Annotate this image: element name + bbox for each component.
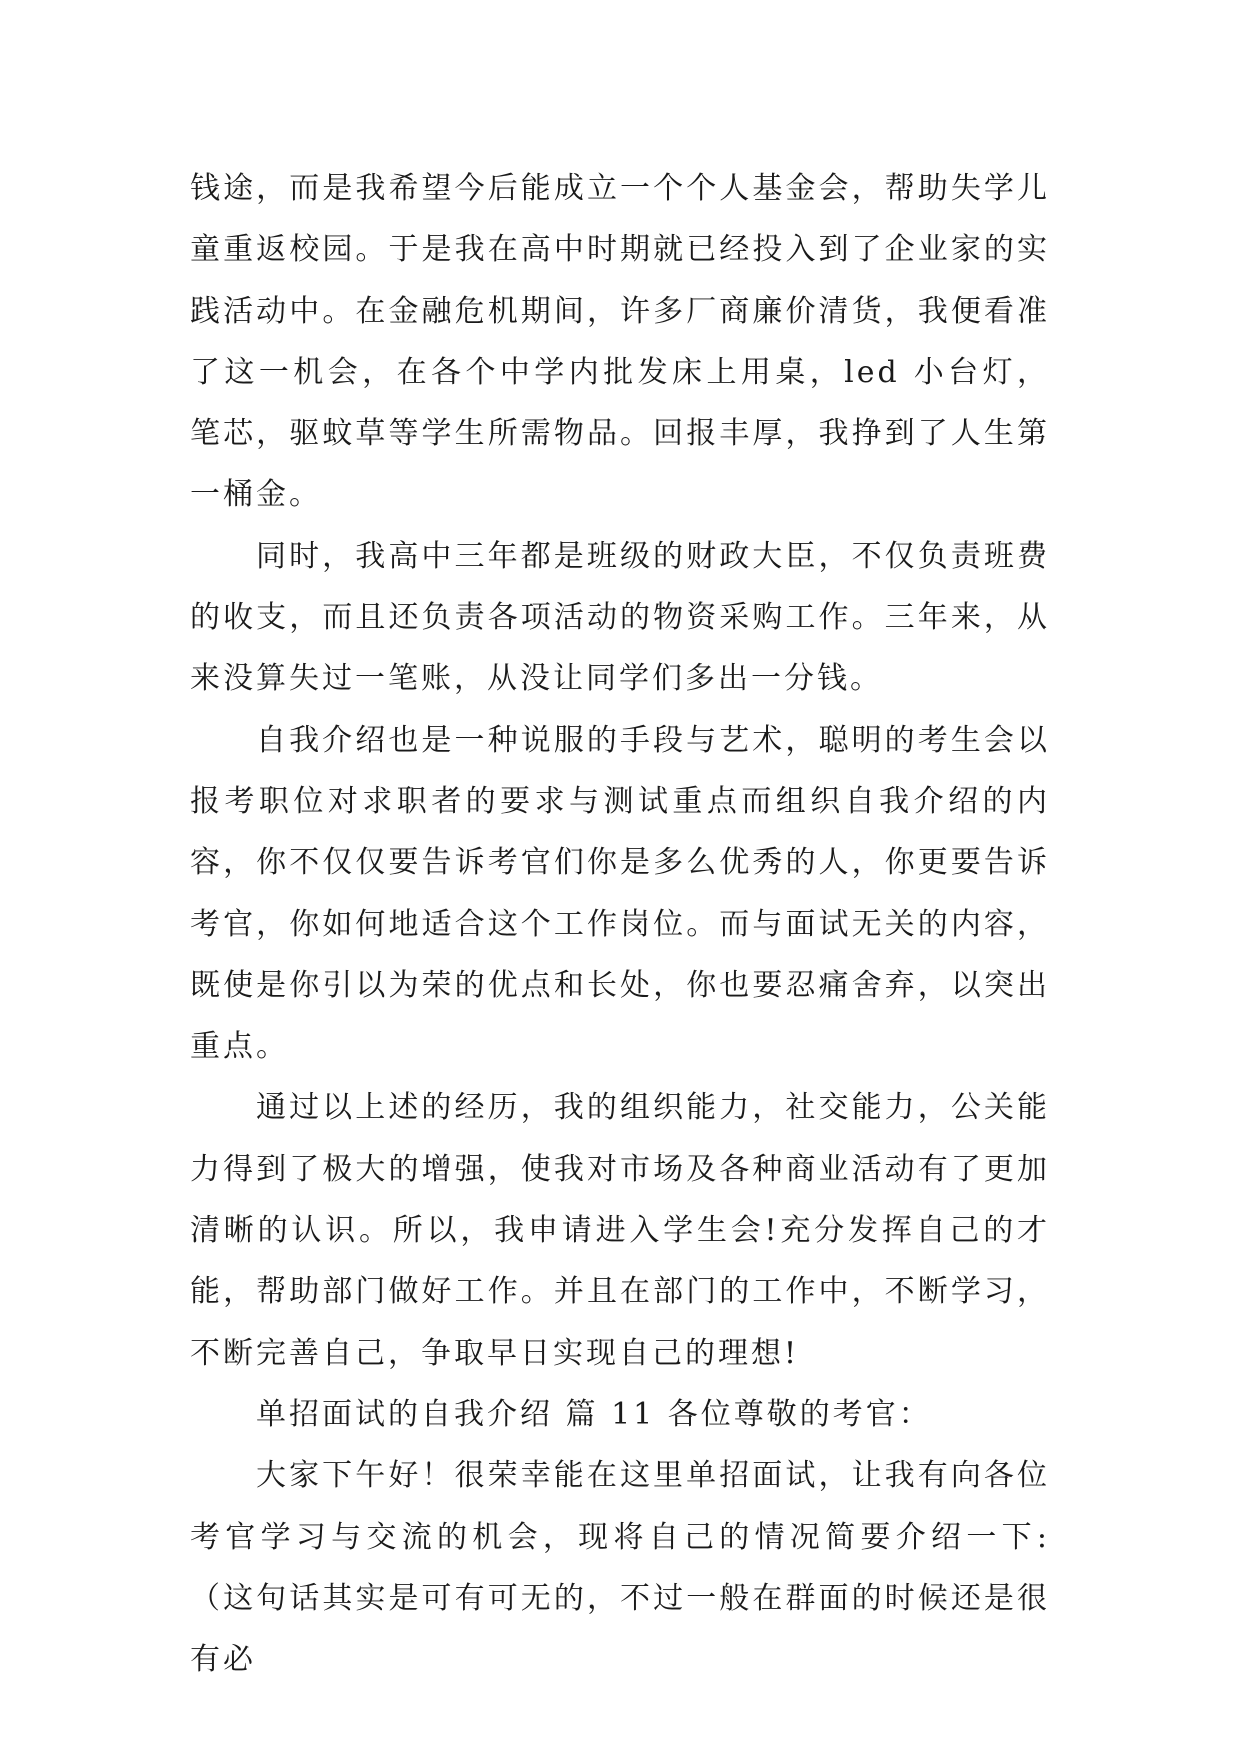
paragraph-continued: 钱途，而是我希望今后能成立一个个人基金会，帮助失学儿童重返校园。于是我在高中时期就已经投入到了企业家的实践活动中。在金融危机期间，许多厂商廉价清货，我便看准了这一机会，在各个中学内批发床上用桌，led 小台灯，笔芯，驱蚊草等学生所需物品。回报丰厚，我挣到了人生第一桶金。 — [190, 171, 1050, 513]
paragraph-abilities: 通过以上述的经历，我的组织能力，社交能力，公关能力得到了极大的增强，使我对市场及各种商业活动有了更加清晰的认识。所以，我申请进入学生会!充分发挥自己的才能，帮助部门做好工作。并且在部门的工作中，不断学习，不断完善自己，争取早日实现自己的理想! — [190, 1090, 1050, 1371]
paragraph-greeting: 大家下午好！很荣幸能在这里单招面试，让我有向各位考官学习与交流的机会，现将自己的情况简要介绍一下:（这句话其实是可有可无的，不过一般在群面的时候还是很有必 — [190, 1458, 1050, 1678]
paragraph-class-treasurer: 同时，我高中三年都是班级的财政大臣，不仅负责班费的收支，而且还负责各项活动的物资采购工作。三年来，从来没算失过一笔账，从没让同学们多出一分钱。 — [190, 538, 1050, 697]
paragraph-self-intro-art: 自我介绍也是一种说服的手段与艺术，聪明的考生会以报考职位对求职者的要求与测试重点而组织自我介绍的内容，你不仅仅要告诉考官们你是多么优秀的人，你更要告诉考官，你如何地适合这个工作岗位。而与面试无关的内容，既使是你引以为荣的优点和长处，你也要忍痛舍弃，以突出重点。 — [190, 722, 1050, 1065]
document-body — [190, 158, 1050, 1690]
section-heading-11: 单招面试的自我介绍 篇 11 各位尊敬的考官： — [256, 1396, 932, 1432]
